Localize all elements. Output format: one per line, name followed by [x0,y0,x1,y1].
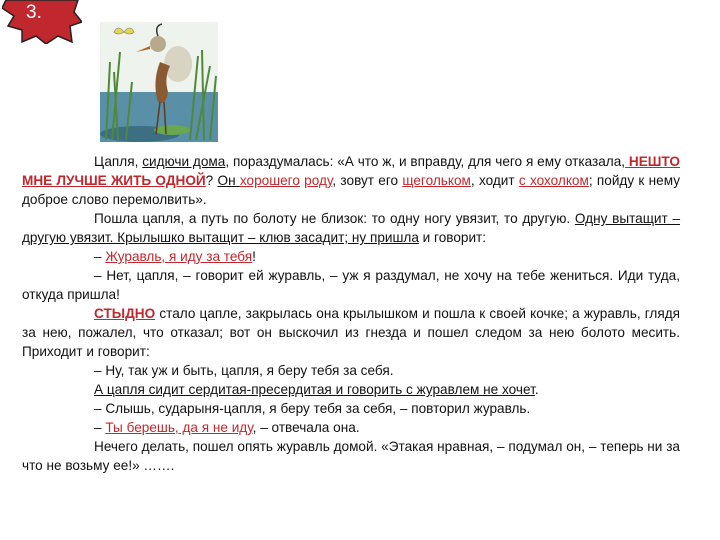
text-segment-underlined: А цапля сидит сердитая-пресердитая и говорить с журавлем не хочет [94,382,535,397]
paragraph-4: – Нет, цапля, – говорит ей журавль, – уж я раздумал, не хочу на тебе жениться. Иди туда, откуда пришла! [22,268,680,302]
paragraph-5 [22,304,680,361]
text-segment: , ходит [470,173,519,188]
heron-illustration [100,22,218,142]
paragraph-9 [22,418,680,437]
paragraph-6: – Ну, так уж и быть, цапля, я беру тебя за себя. [94,363,394,378]
text-segment: ! [252,249,256,264]
text-segment: . [534,382,539,397]
paragraph-8: – Слышь, сударыня-цапля, я беру тебя за себя, – повторил журавль. [94,401,531,416]
text-segment: и говорит: [418,230,487,245]
text-segment: – [94,420,106,435]
paragraph-7 [22,380,680,399]
star-badge-shape [2,0,82,44]
slide-number: 3. [26,2,42,23]
text-segment: Пошла цапля, а путь по болоту не близок: то одну ногу увязит, то другую. [94,211,575,226]
text-highlight: Ты берешь, да я не иду [105,420,253,435]
text-segment: стало цапле, закрылась она крылышком и пошла к своей кочке; а журавль, глядя за нею, пожалел, что отказал; вот он выскочил из гнезда и пошел следом за нею болото месить. Приходит и говорит: [22,306,680,359]
text-segment-underlined: Одну вытащит – другую увязит. Крылышко вытащит – клюв засадит; ну пришла [22,211,680,245]
slide-number-badge [2,0,82,44]
text-highlight: щегольком [402,173,471,188]
text-segment-underlined: сидючи дома [142,154,226,169]
paragraph-3 [22,247,680,266]
text-highlight-bold: НЕШТО МНЕ ЛУЧШЕ ЖИТЬ ОДНОЙ [22,154,680,188]
text-segment: ? [205,173,218,188]
text-segment: Цапля, [94,154,143,169]
text-segment: ; пойду к нему доброе слово перемолвить». [22,173,680,207]
text-segment: , зовут его [332,173,403,188]
text-segment: , пораздумалась: «А что ж, и вправду, для чего я ему отказала, [225,154,626,169]
text-highlight-bold: СТЫДНО [94,306,156,321]
paragraph-1 [22,152,680,209]
text-segment: – [94,249,106,264]
text-segment: , – отвечала она. [252,420,360,435]
story-text [22,152,680,475]
text-highlight: хорошего [239,173,300,188]
paragraph-10: Нечего делать, пошел опять журавль домой. «Этакая нравная, – подумал он, – теперь ни за что не возьму ее!» ……. [22,439,680,473]
text-segment-underlined: Он [217,173,240,188]
text-highlight: с хохолком [518,173,589,188]
text-highlight: роду [304,173,333,188]
text-highlight: Журавль, я иду за тебя [105,249,253,264]
paragraph-2 [22,209,680,247]
